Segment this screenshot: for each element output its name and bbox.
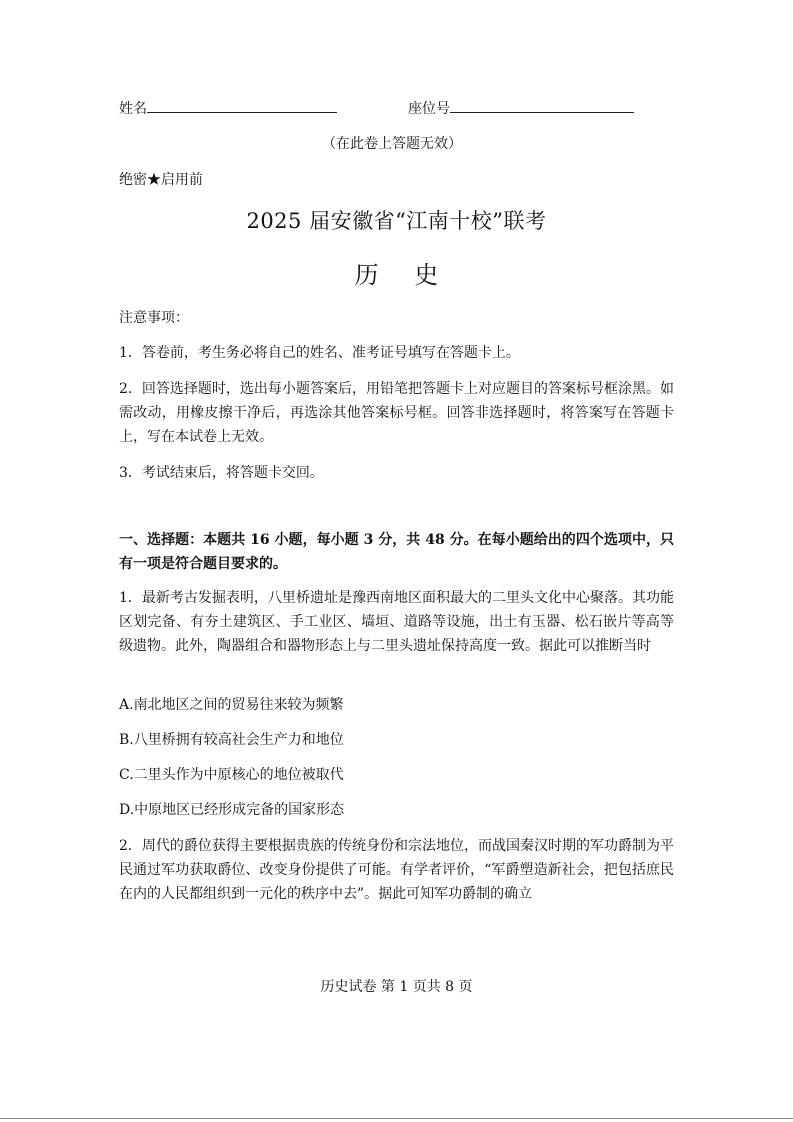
- invalid-notice: （在此卷上答题无效）: [322, 136, 462, 152]
- page-bottom-edge: [0, 1118, 793, 1119]
- seat-label: 座位号: [408, 101, 450, 117]
- secret-mark: 绝密★启用前: [119, 172, 203, 188]
- question-stem: 1．最新考古发掘表明，八里桥遗址是豫西南地区面积最大的二里头文化中心聚落。其功能区划完备、有夯土建筑区、手工业区、墙垣、道路等设施，出土有玉器、松石嵌片等高等级遗物。此外，陶器组合和器物形态上与二里头遗址保持高度一致。据此可以推断当时: [119, 590, 674, 654]
- section-heading: 一、选择题：本题共 16 小题，每小题 3 分，共 48 分。在每小题给出的四个选项中，只有一项是符合题目要求的。: [119, 532, 674, 572]
- name-field: [119, 98, 337, 118]
- option-a: A.南北地区之间的贸易往来较为频繁: [119, 697, 344, 713]
- option-c: C.二里头作为中原核心的地位被取代: [119, 767, 344, 783]
- instructions-heading: 注意事项：: [119, 310, 189, 326]
- instruction-item: 3．考试结束后，将答题卡交回。: [119, 465, 324, 481]
- question-stem: 2．周代的爵位获得主要根据贵族的传统身份和宗法地位，而战国秦汉时期的军功爵制为平民通过军功获取爵位、改变身份提供了可能。有学者评价，“军爵塑造新社会，把包括庶民在内的人民都组织到一元化的秩序中去”。据此可知军功爵制的确立: [119, 838, 674, 902]
- name-label: 姓名: [119, 101, 147, 117]
- name-blank: [147, 98, 337, 113]
- option-d: D.中原地区已经形成完备的国家形态: [119, 802, 345, 818]
- instruction-item: 2．回答选择题时，选出每小题答案后，用铅笔把答题卡上对应题目的答案标号框涂黑。如需改动，用橡皮擦干净后，再选涂其他答案标号框。回答非选择题时，将答案写在答题卡上，写在本试卷上无效。: [119, 381, 674, 445]
- option-b: B.八里桥拥有较高社会生产力和地位: [119, 732, 344, 748]
- instruction-item: 1．答卷前，考生务必将自己的姓名、准考证号填写在答题卡上。: [119, 345, 520, 361]
- page-footer: 历史试卷 第 1 页共 8 页: [320, 979, 473, 995]
- seat-blank: [450, 98, 634, 113]
- seat-field: [408, 98, 634, 118]
- subject-title: 历 史: [354, 261, 453, 289]
- exam-title: 2025 届安徽省“江南十校”联考: [246, 209, 547, 233]
